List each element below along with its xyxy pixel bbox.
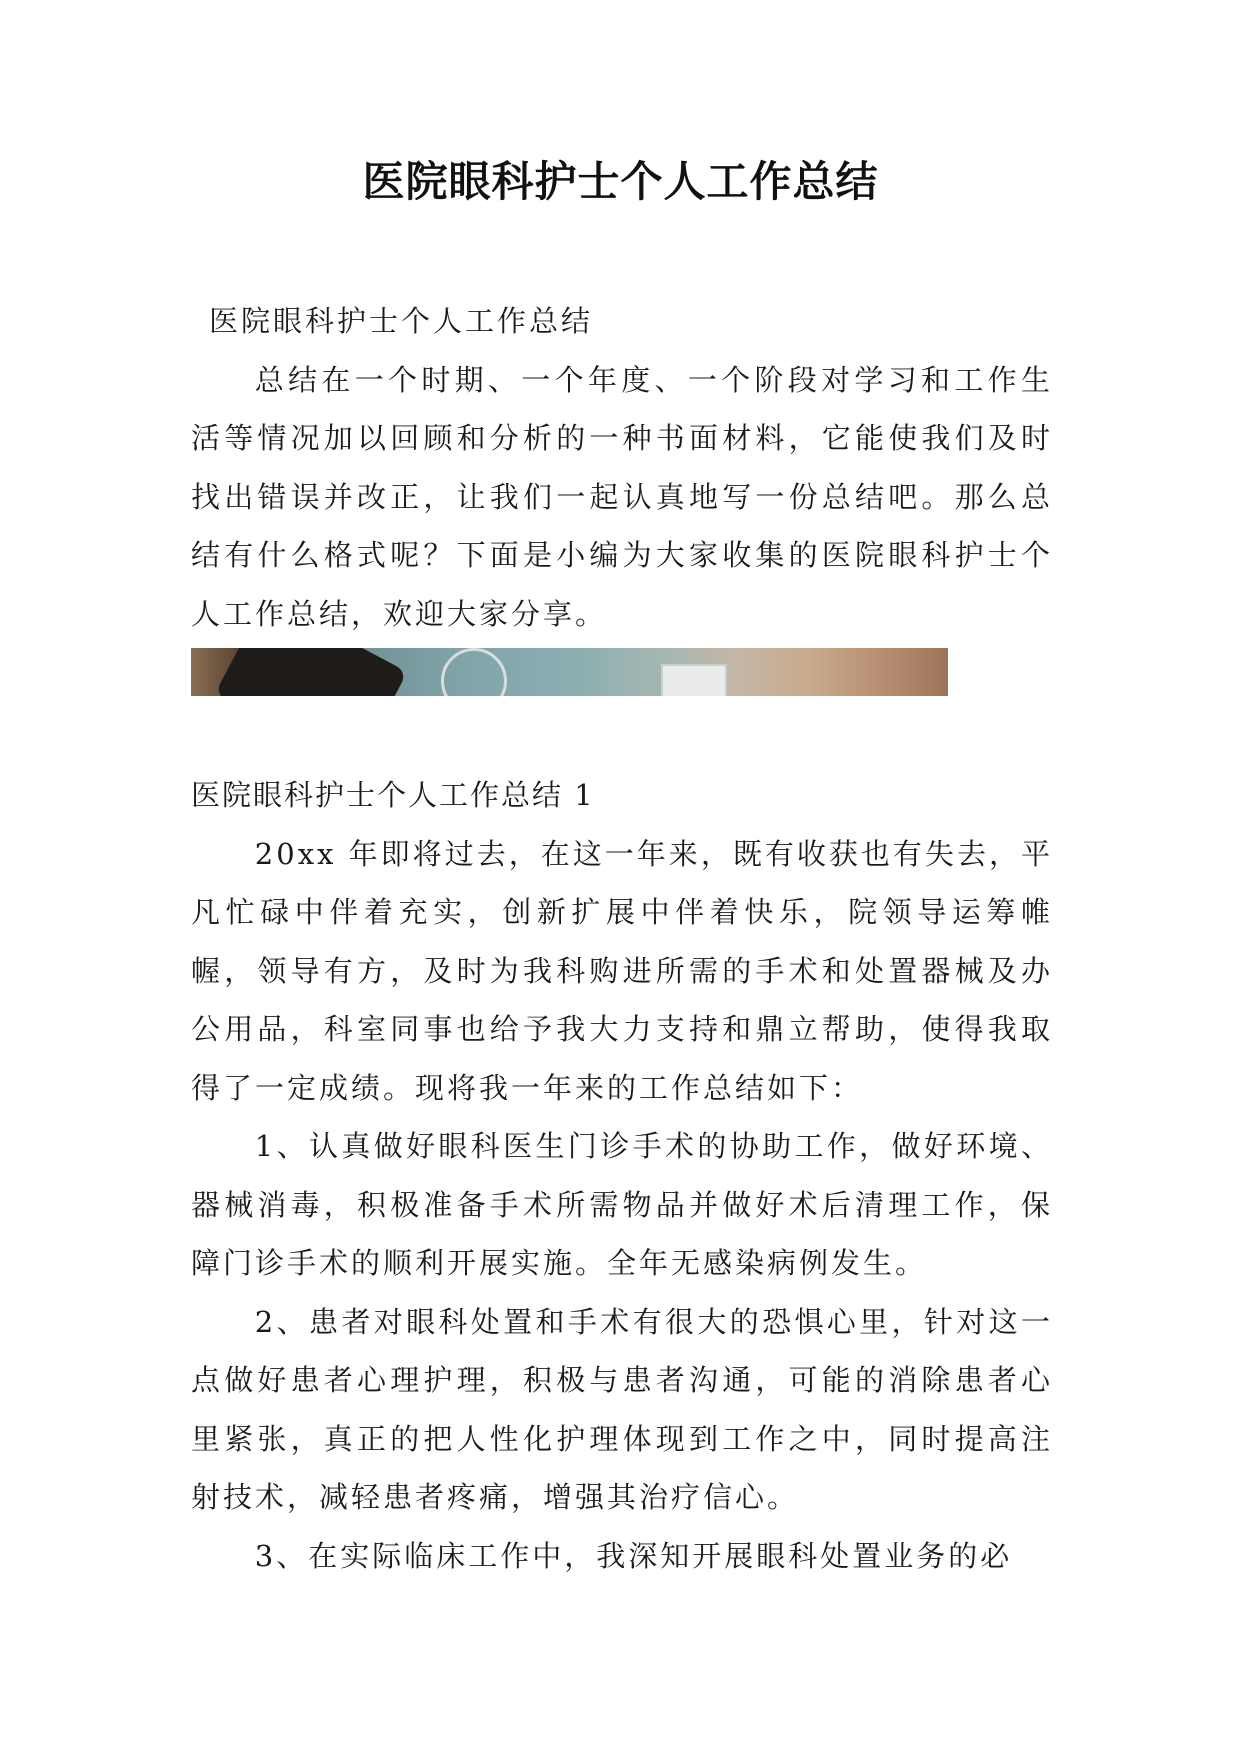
photo-stethoscope-shape: [441, 648, 507, 696]
body-paragraph: 20xx 年即将过去，在这一年来，既有收获也有失去，平凡忙碌中伴着充实，创新扩展中伴着快乐，院领导运筹帷幄，领导有方，及时为我科购进所需的手术和处置器械及办公用品，科室同事也给予我大力支持和鼎立帮助，使得我取得了一定成绩。现将我一年来的工作总结如下：: [191, 836, 1053, 1105]
intro-paragraph: 总结在一个时期、一个年度、一个阶段对学习和工作生活等情况加以回顾和分析的一种书面材料，它能使我们及时找出错误并改正，让我们一起认真地写一份总结吧。那么总结有什么格式呢？下面是小编为大家收集的医院眼科护士个人工作总结，欢迎大家分享。: [191, 362, 1053, 631]
body-paragraph: 3、在实际临床工作中，我深知开展眼科处置业务的必: [254, 1538, 1013, 1573]
document-body: [191, 292, 1053, 1585]
document-subtitle: 医院眼科护士个人工作总结: [209, 304, 594, 338]
nurse-photo: [191, 648, 948, 696]
photo-strap-shape: [215, 648, 408, 696]
body-paragraph: 1、认真做好眼科医生门诊手术的协助工作，做好环境、器械消毒，积极准备手术所需物品并做好术后清理工作，保障门诊手术的顺利开展实施。全年无感染病例发生。: [191, 1129, 1053, 1280]
page-title: 医院眼科护士个人工作总结: [362, 157, 879, 206]
section-heading: 医院眼科护士个人工作总结 1: [191, 778, 595, 812]
body-paragraph: 2、患者对眼科处置和手术有很大的恐惧心里，针对这一点做好患者心理护理，积极与患者沟通，可能的消除患者心里紧张，真正的把人性化护理体现到工作之中，同时提高注射技术，减轻患者疼痛，增强其治疗信心。: [191, 1304, 1053, 1514]
photo-badge-shape: [661, 664, 727, 696]
